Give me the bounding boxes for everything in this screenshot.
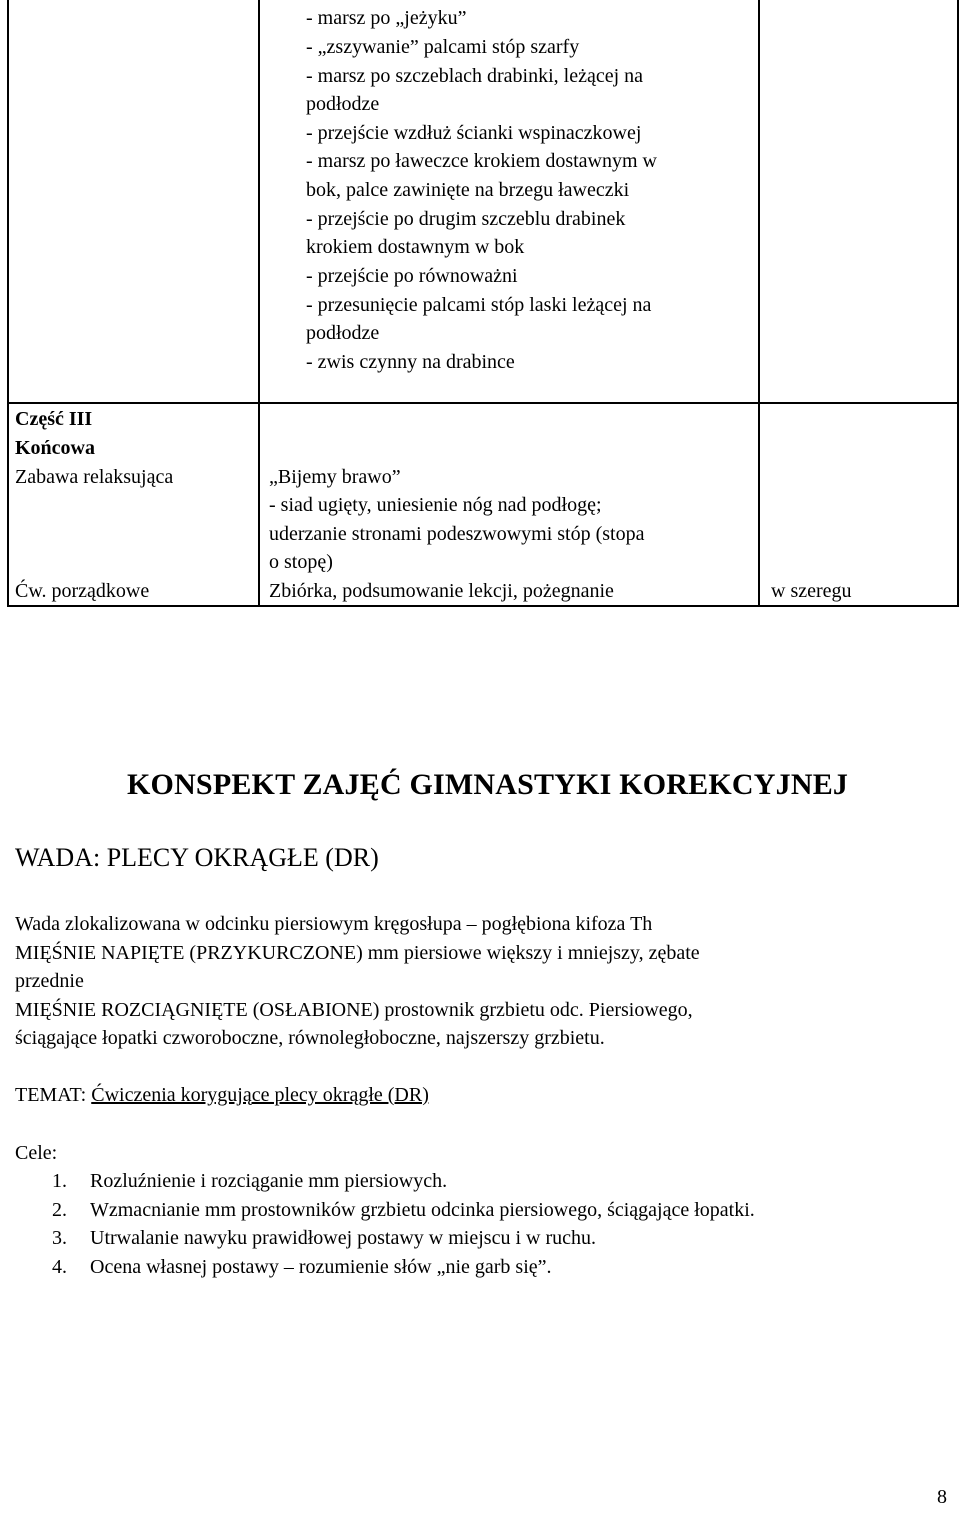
table-border-col1 <box>258 0 260 607</box>
order-label: Ćw. porządkowe <box>15 580 150 602</box>
goals-label: Cele: <box>15 1142 58 1164</box>
goal-number: 3. <box>52 1227 67 1249</box>
goal-number: 4. <box>52 1256 67 1278</box>
page-title: KONSPEKT ZAJĘĆ GIMNASTYKI KOREKCYJNEJ <box>127 768 849 801</box>
part-name: Końcowa <box>15 437 95 459</box>
activity-line: - przesunięcie palcami stóp laski leżącej na <box>306 294 652 316</box>
goal-number: 1. <box>52 1170 67 1192</box>
game-line: uderzanie stronami podeszwowymi stóp (stopa <box>269 523 645 545</box>
activity-line: - przejście wzdłuż ścianki wspinaczkowej <box>306 122 642 144</box>
game-line: - siad ugięty, uniesienie nóg nad podłogę; <box>269 494 602 516</box>
defect-heading: WADA: PLECY OKRĄGŁE (DR) <box>15 843 379 872</box>
part-label: Część III <box>15 408 93 430</box>
paragraph-line: przednie <box>15 970 84 992</box>
page-number: 8 <box>937 1486 947 1508</box>
table-border-left <box>7 0 9 607</box>
table-border-col2 <box>758 0 760 607</box>
activity-line: - marsz po szczeblach drabinki, leżącej na <box>306 65 644 87</box>
topic-text: Ćwiczenia korygujące plecy okrągłe (DR) <box>91 1084 429 1106</box>
goal-item: Wzmacnianie mm prostowników grzbietu odcinka piersiowego, ściągające łopatki. <box>90 1199 755 1221</box>
game-title: „Bijemy brawo” <box>269 466 401 488</box>
activity-line: podłodze <box>306 322 380 344</box>
game-line: o stopę) <box>269 551 333 573</box>
relax-label: Zabawa relaksująca <box>15 466 174 488</box>
activity-line: podłodze <box>306 93 380 115</box>
activity-line: bok, palce zawinięte na brzegu ławeczki <box>306 179 630 201</box>
paragraph-line: MIĘŚNIE NAPIĘTE (PRZYKURCZONE) mm piersiowe większy i mniejszy, zębate <box>15 942 700 964</box>
paragraph-line: MIĘŚNIE ROZCIĄGNIĘTE (OSŁABIONE) prostownik grzbietu odc. Piersiowego, <box>15 999 693 1021</box>
activity-line: - przejście po drugim szczeblu drabinek <box>306 208 626 230</box>
paragraph-line: Wada zlokalizowana w odcinku piersiowym kręgosłupa – pogłębiona kifoza Th <box>15 913 653 935</box>
activity-line: - zwis czynny na drabince <box>306 351 515 373</box>
table-border-bottom <box>7 605 959 607</box>
activity-line: - marsz po „jeżyku” <box>306 7 467 29</box>
paragraph-line: ściągające łopatki czworoboczne, równoległoboczne, najszerszy grzbietu. <box>15 1027 605 1049</box>
goal-item: Rozluźnienie i rozciąganie mm piersiowych. <box>90 1170 448 1192</box>
table-row-divider <box>7 402 959 404</box>
activity-line: - przejście po równoważni <box>306 265 518 287</box>
goal-number: 2. <box>52 1199 67 1221</box>
activity-line: - marsz po ławeczce krokiem dostawnym w <box>306 150 657 172</box>
table-border-right <box>957 0 959 607</box>
goal-item: Utrwalanie nawyku prawidłowej postawy w miejscu i w ruchu. <box>90 1227 596 1249</box>
topic-label: TEMAT: <box>15 1084 87 1106</box>
activity-line: - „zszywanie” palcami stóp szarfy <box>306 36 580 58</box>
closing-activity: Zbiórka, podsumowanie lekcji, pożegnanie <box>269 580 614 602</box>
goal-item: Ocena własnej postawy – rozumienie słów „nie garb się”. <box>90 1256 552 1278</box>
formation: w szeregu <box>771 580 852 602</box>
topic-line <box>15 1081 429 1109</box>
activity-line: krokiem dostawnym w bok <box>306 236 525 258</box>
